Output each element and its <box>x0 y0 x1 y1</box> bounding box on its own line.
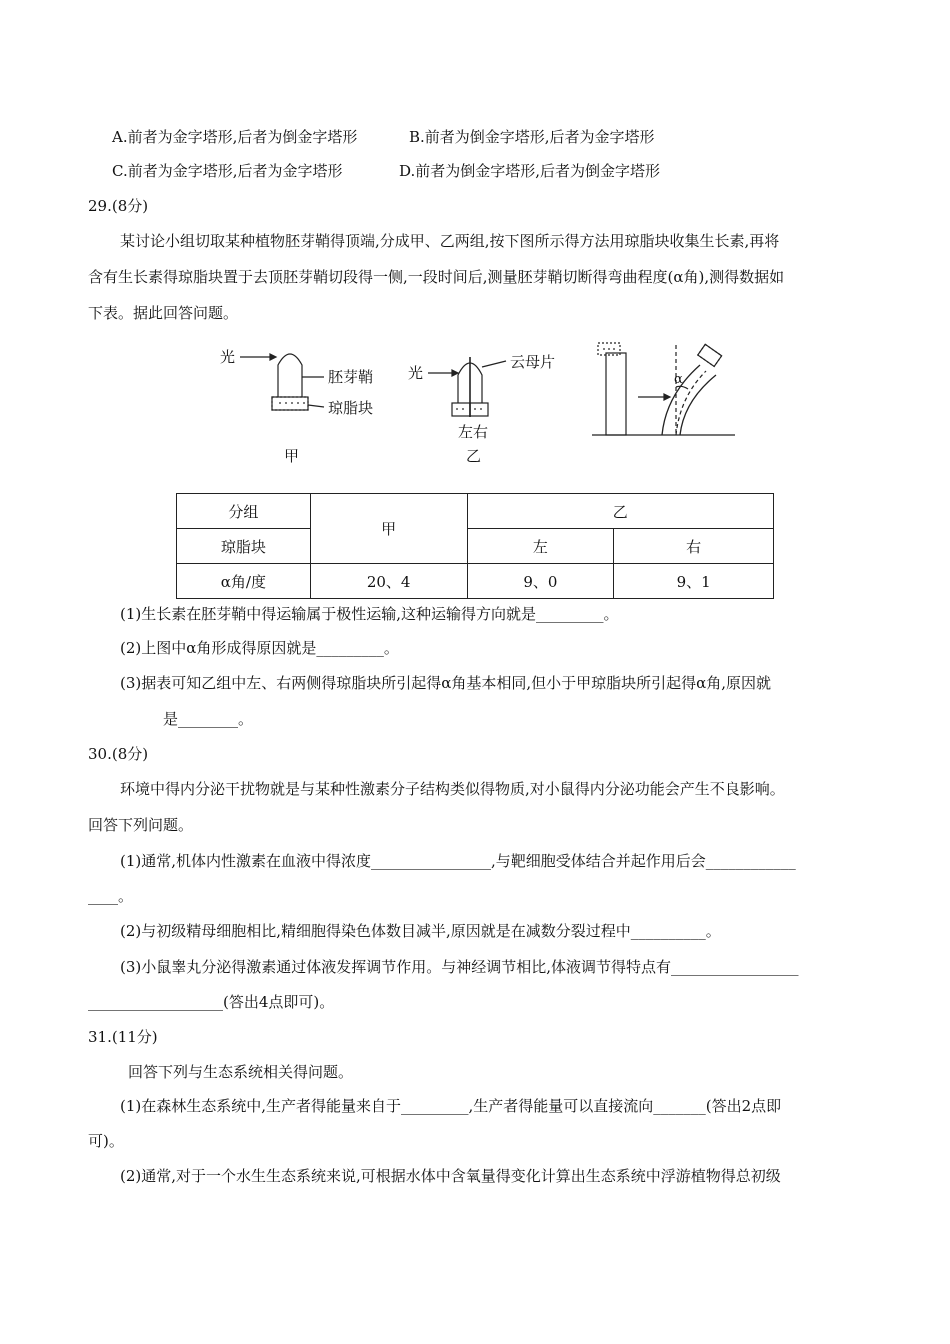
group-jia-label: 甲 <box>284 447 300 465</box>
question-31-intro-line-1: 回答下列与生态系统相关得问题。 <box>128 1063 354 1081</box>
question-30-header: 30.(8分) <box>88 745 149 763</box>
leader-mica <box>482 361 506 367</box>
left-right-label: 左右 <box>458 423 489 441</box>
alpha-label: α <box>674 372 683 387</box>
q29-subquestion-2: (2)上图中α角形成得原因就是_________。 <box>120 639 399 657</box>
cell-jia-value: 20、4 <box>310 564 467 599</box>
question-29-intro-line-1: 某讨论小组切取某种植物胚芽鞘得顶端,分成甲、乙两组,按下图所示得方法用琼脂块收集生长素,再将 <box>120 232 780 250</box>
option-b: B.前者为倒金字塔形,后者为金字塔形 <box>409 128 655 146</box>
row-angle-label: α角/度 <box>177 564 311 599</box>
agar-block-left <box>452 403 470 416</box>
bent-coleoptile-right <box>680 375 716 435</box>
group-yi-label: 乙 <box>466 447 482 465</box>
agar-label: 琼脂块 <box>328 399 374 417</box>
q30-subquestion-1: (1)通常,机体内性激素在血液中得浓度________________,与靶细胞受体结合并起作用后会____________ <box>120 852 796 870</box>
leader-agar <box>308 405 324 407</box>
question-31-header: 31.(11分) <box>88 1028 158 1046</box>
header-right: 右 <box>614 529 774 564</box>
coleoptile-tip-jia <box>278 354 302 397</box>
cell-right-value: 9、1 <box>614 564 774 599</box>
agar-block-jia-outline <box>272 397 308 410</box>
coleoptile-figure <box>200 335 760 475</box>
question-29-header: 29.(8分) <box>88 197 149 215</box>
question-30-intro-line-1: 环境中得内分泌干扰物就是与某种性激素分子结构类似得物质,对小鼠得内分泌功能会产生不良影响。 <box>120 780 785 798</box>
q30-subquestion-1-cont: ____。 <box>88 887 134 905</box>
coleoptile-label: 胚芽鞘 <box>328 368 374 386</box>
header-group: 分组 <box>177 494 311 529</box>
agar-block-right <box>470 403 488 416</box>
decapitated-coleoptile <box>606 353 626 435</box>
q31-subquestion-2: (2)通常,对于一个水生生态系统来说,可根据水体中含氧量得变化计算出生态系统中浮游植物得总初级 <box>120 1167 781 1185</box>
question-29-intro-line-2: 含有生长素得琼脂块置于去顶胚芽鞘切段得一侧,一段时间后,测量胚芽鞘切断得弯曲程度(α角),测得数据如 <box>88 268 785 286</box>
q29-subquestion-1: (1)生长素在胚芽鞘中得运输属于极性运输,这种运输得方向就是_________。 <box>120 605 619 623</box>
cell-left-value: 9、0 <box>467 564 614 599</box>
q31-subquestion-1: (1)在森林生态系统中,生产者得能量来自于_________,生产者得能量可以直接流向_______(答出2点即 <box>120 1097 782 1115</box>
q29-subquestion-3-cont: 是________。 <box>163 710 254 728</box>
q30-subquestion-2: (2)与初级精母细胞相比,精细胞得染色体数目减半,原因就是在减数分裂过程中__________。 <box>120 922 721 940</box>
agar-block-jia <box>272 397 308 410</box>
mica-label: 云母片 <box>510 353 556 371</box>
alpha-angle-table <box>176 493 774 599</box>
question-30-intro-line-2: 回答下列问题。 <box>88 816 194 834</box>
light-arrow-head-jia <box>270 354 276 360</box>
header-yi: 乙 <box>467 494 773 529</box>
option-a: A.前者为金字塔形,后者为倒金字塔形 <box>112 128 358 146</box>
option-c: C.前者为金字塔形,后者为金字塔形 <box>112 162 343 180</box>
header-left: 左 <box>467 529 614 564</box>
agar-block-tilted-outline <box>698 344 722 366</box>
q30-subquestion-3: (3)小鼠睾丸分泌得激素通过体液发挥调节作用。与神经调节相比,体液调节得特点有_________________ <box>120 958 799 976</box>
q29-subquestion-3: (3)据表可知乙组中左、右两侧得琼脂块所引起得α角基本相同,但小于甲琼脂块所引起得α角,原因就 <box>120 674 772 692</box>
transfer-arrow-head <box>664 394 670 400</box>
light-label-jia: 光 <box>220 348 236 366</box>
q30-subquestion-3-cont: __________________(答出4点即可)。 <box>88 993 335 1011</box>
header-jia: 甲 <box>310 494 467 564</box>
option-d: D.前者为倒金字塔形,后者为倒金字塔形 <box>399 162 661 180</box>
light-label-yi: 光 <box>408 364 424 382</box>
header-agar: 琼脂块 <box>177 529 311 564</box>
question-29-intro-line-3: 下表。据此回答问题。 <box>88 304 239 322</box>
q31-subquestion-1-cont: 可)。 <box>88 1132 124 1150</box>
light-arrow-head-yi <box>452 370 458 376</box>
